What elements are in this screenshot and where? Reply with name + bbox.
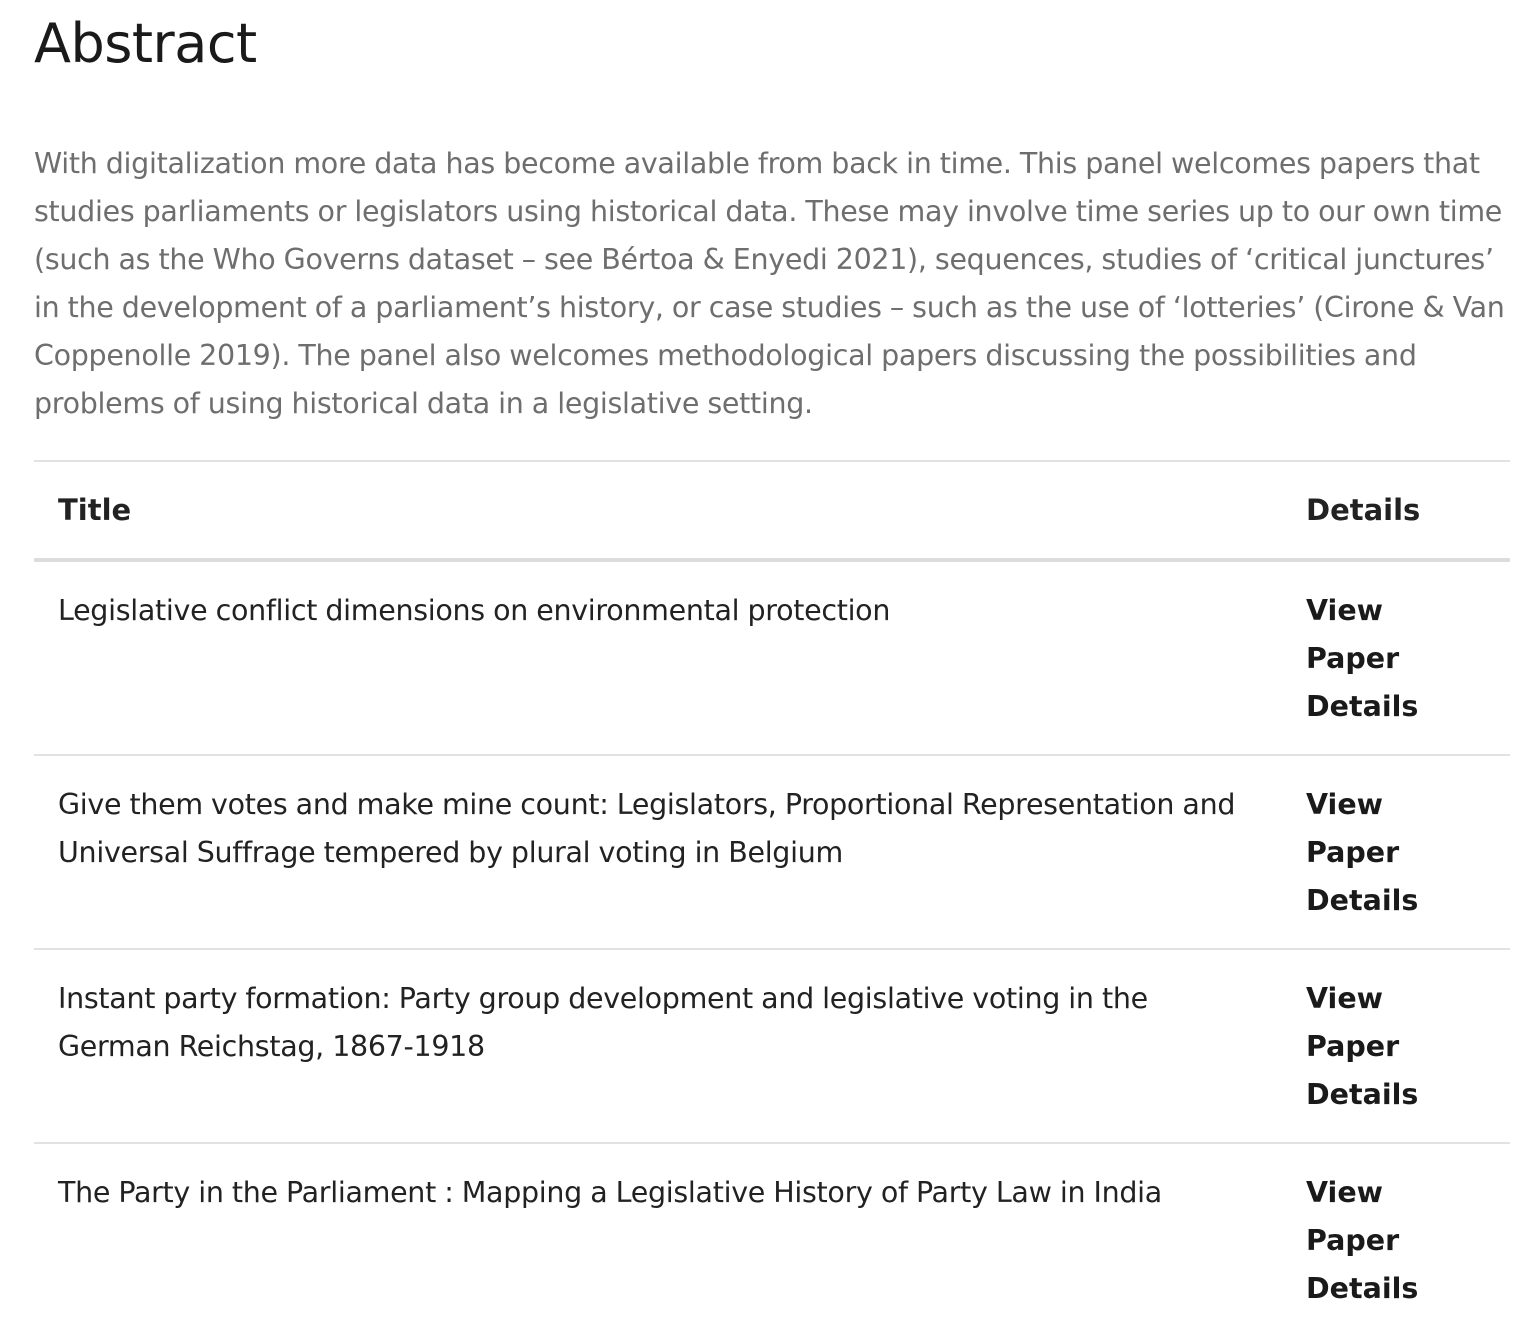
view-paper-details-link[interactable]: View Paper Details xyxy=(1306,594,1419,723)
table-row xyxy=(34,560,1510,755)
paper-title: The Party in the Parliament : Mapping a Legislative History of Party Law in India xyxy=(58,1176,1162,1209)
view-paper-details-link[interactable]: View Paper Details xyxy=(1306,1176,1419,1305)
view-paper-details-link[interactable]: View Paper Details xyxy=(1306,788,1419,917)
abstract-text: With digitalization more data has become available from back in time. This panel welcomes papers that studies parliaments or legislators using historical data. These may involve time series up to our own time (such as the Who Governs dataset – see Bértoa & Enyedi 2021), sequences, studies of ‘critical junctures’ in the development of a parliament’s history, or case studies – such as the use of ‘lotteries’ (Cirone & Van Coppenolle 2019). The panel also welcomes methodological papers discussing the possibilities and problems of using historical data in a legislative setting. xyxy=(34,147,1505,420)
details-cell xyxy=(1282,560,1510,755)
paper-title: Legislative conflict dimensions on environmental protection xyxy=(34,560,1282,755)
details-column-header: Details xyxy=(1282,461,1510,560)
view-paper-details-link[interactable]: View Paper Details xyxy=(1306,982,1419,1111)
papers-table-header xyxy=(34,461,1510,560)
details-cell xyxy=(1282,755,1510,949)
table-row xyxy=(34,1143,1510,1336)
paper-title: Instant party formation: Party group development and legislative voting in the German Reichstag, 1867-1918 xyxy=(34,949,1282,1143)
paper-title: Give them votes and make mine count: Legislators, Proportional Representation and Universal Suffrage tempered by plural voting in Belgium xyxy=(34,755,1282,949)
papers-table xyxy=(34,460,1510,1336)
papers-table-body xyxy=(34,560,1510,1336)
table-row xyxy=(34,755,1510,949)
details-cell xyxy=(1282,1143,1510,1336)
table-row xyxy=(34,949,1510,1143)
abstract-heading: Abstract xyxy=(34,12,257,75)
details-cell xyxy=(1282,949,1510,1143)
title-column-header: Title xyxy=(34,461,1282,560)
header-row xyxy=(34,461,1510,560)
